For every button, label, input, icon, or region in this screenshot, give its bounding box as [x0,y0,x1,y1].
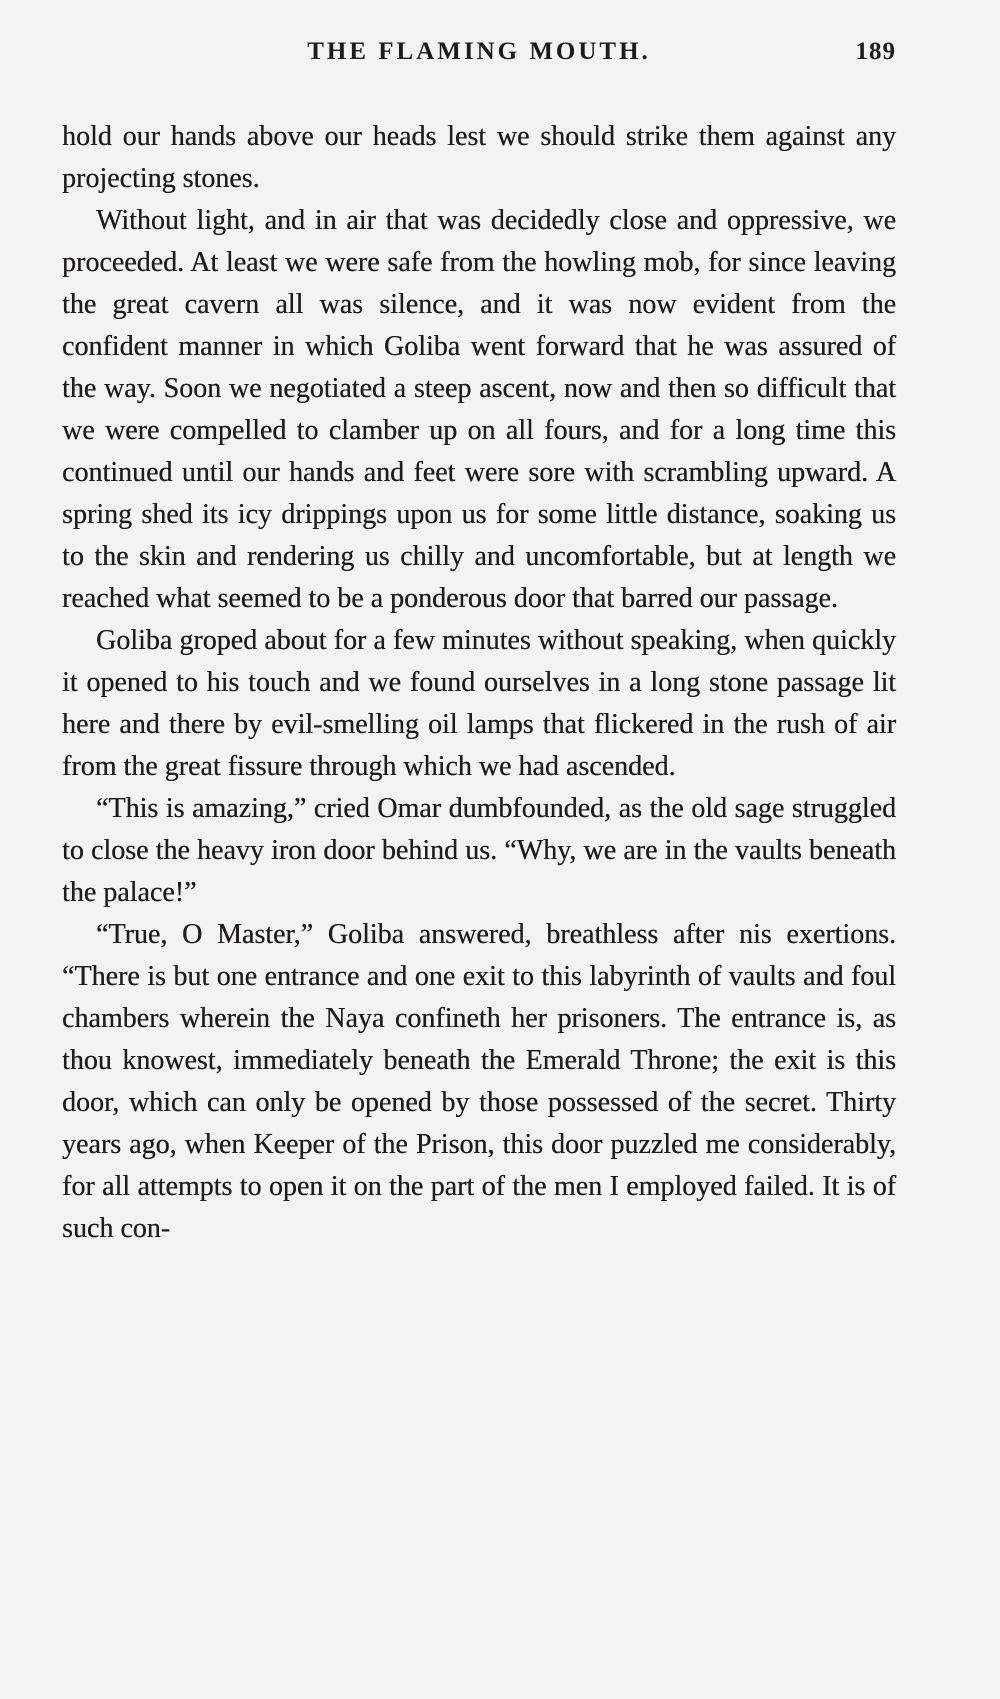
paragraph: Without light, and in air that was decidedly close and oppressive, we proceeded. At least we were safe from the howling mob, for since leaving the great cavern all was silence, and it was now evident from the confident manner in which Goliba went forward that he was assured of the way. Soon we negotiated a steep ascent, now and then so difficult that we were compelled to clamber up on all fours, and for a long time this continued until our hands and feet were sore with scrambling upward. A spring shed its icy drippings upon us for some little distance, soaking us to the skin and rendering us chilly and uncomfortable, but at length we reached what seemed to be a ponderous door that barred our passage. [62,205,896,614]
running-header [62,34,896,66]
paragraph-dialogue: “This is amazing,” cried Omar dumbfounded, as the old sage struggled to close the heavy iron door behind us. “Why, we are in the vaults beneath the palace!” [62,793,896,908]
header-title: THE FLAMING MOUTH. [307,38,651,65]
page-number: 189 [855,38,896,65]
paragraph: Goliba groped about for a few minutes without speaking, when quickly it opened to his touch and we found ourselves in a long stone passage lit here and there by evil-smelling oil lamps that flickered in the rush of air from the great fissure through which we had ascended. [62,625,896,782]
page-body [62,116,896,1250]
paragraph-continuation: hold our hands above our heads lest we should strike them against any projecting stones. [62,121,896,194]
paragraph-dialogue: “True, O Master,” Goliba answered, breathless after nis exertions. “There is but one entrance and one exit to this labyrinth of vaults and foul chambers wherein the Naya confineth her prisoners. The entrance is, as thou knowest, immediately beneath the Emerald Throne; the exit is this door, which can only be opened by those possessed of the secret. Thirty years ago, when Keeper of the Prison, this door puzzled me considerably, for all attempts to open it on the part of the men I employed failed. It is of such con- [62,919,896,1244]
